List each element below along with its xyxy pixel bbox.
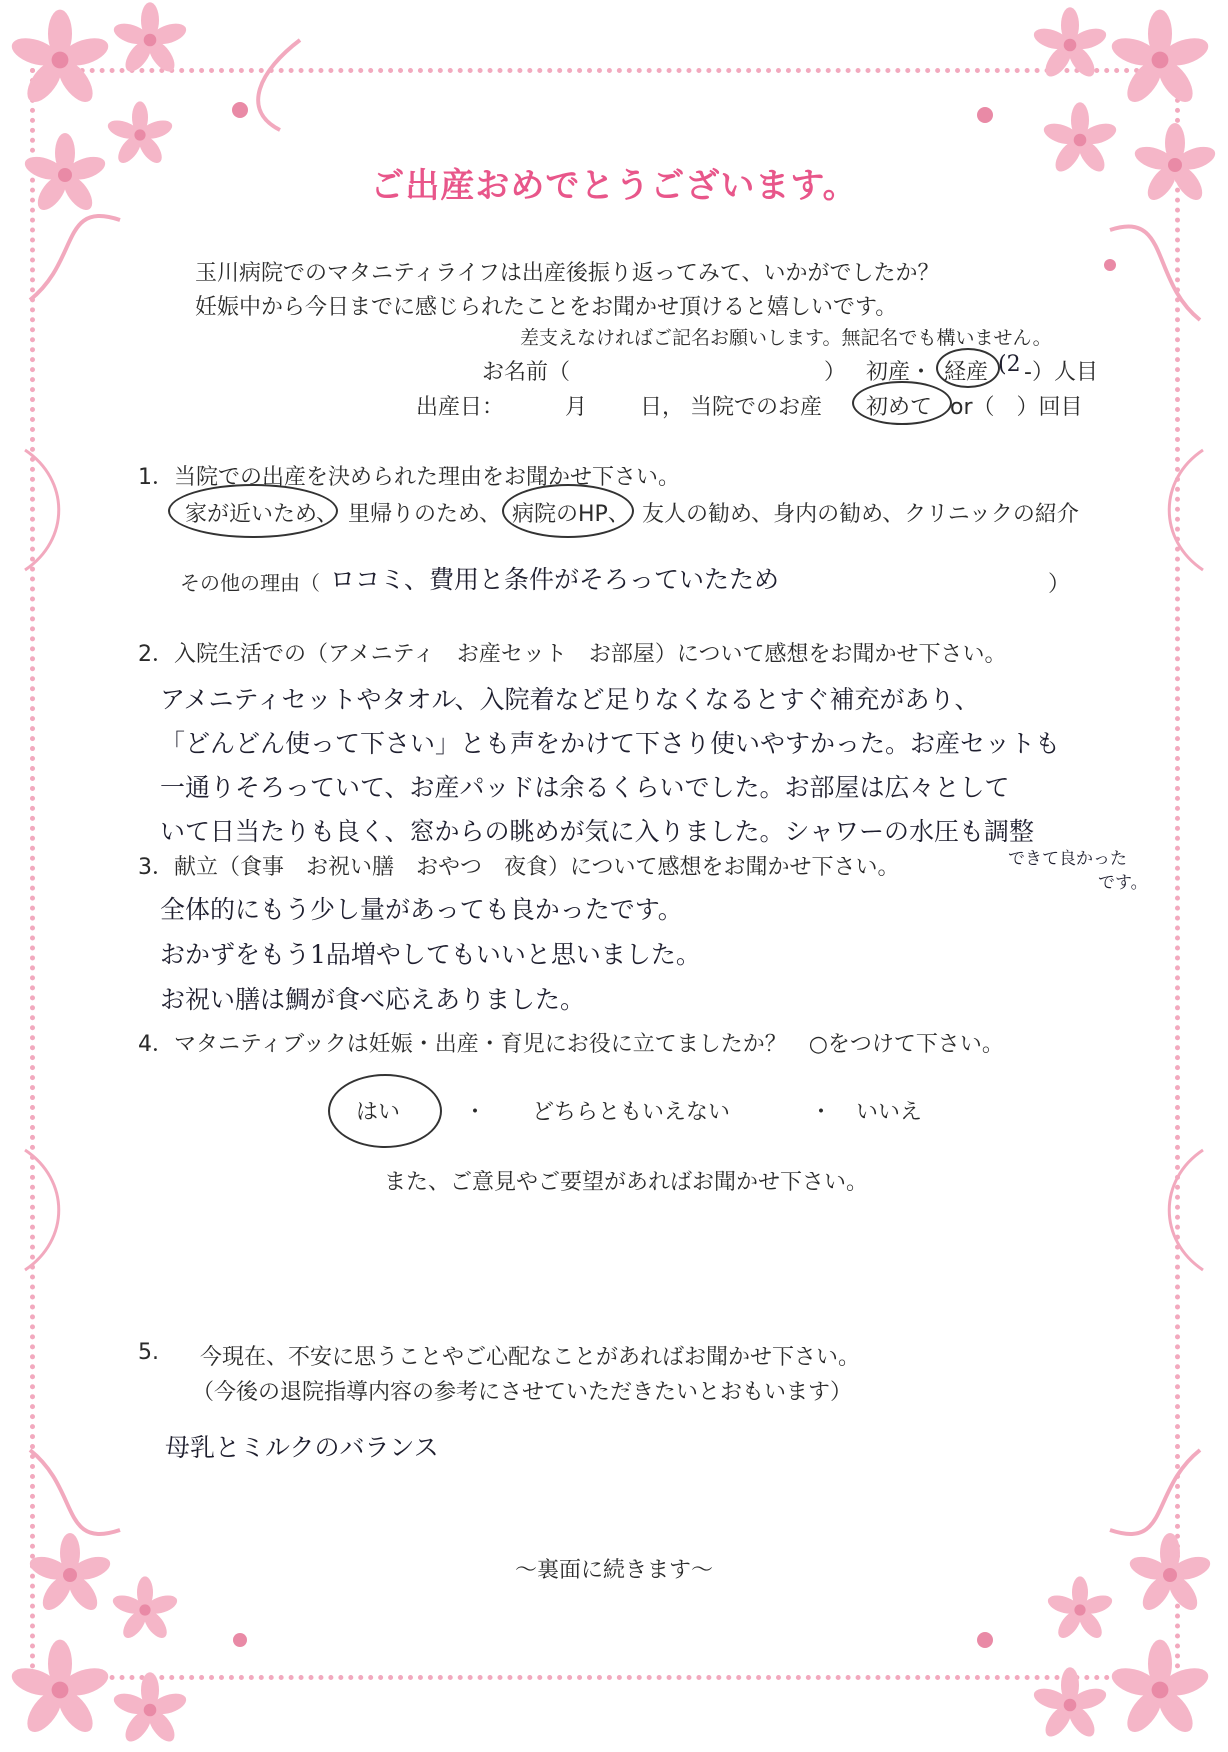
q3-answer-line-3: お祝い膳は鯛が食べ応えありました。 <box>160 985 586 1014</box>
first-birth-option: 初産・ <box>866 360 933 385</box>
day-label: 日， <box>640 395 685 420</box>
intro-line-1: 玉川病院でのマタニティライフは出産後振り返ってみて、いかがでしたか？ <box>195 261 940 286</box>
name-close: ） <box>824 360 847 385</box>
birthdate-label: 出産日： <box>416 395 505 420</box>
q1-option-hospital-hp: 病院のHP、 <box>512 502 630 527</box>
q1-option-hometown: 里帰りのため、 <box>348 502 502 527</box>
q4-option-neither: どちらともいえない <box>532 1100 731 1125</box>
q1-option-near-home: 家が近いため、 <box>185 502 339 527</box>
q5-question: 今現在、不安に思うことやご心配なことがあればお聞かせ下さい。 <box>200 1345 861 1370</box>
multi-birth-circle-mark <box>936 348 1000 388</box>
q2-answer-line-4: いて日当たりも良く、窓からの眺めが気に入りました。シャワーの水圧も調整 <box>160 817 1035 846</box>
multi-birth-option: 経産 <box>944 360 989 385</box>
first-time-option: 初めて <box>866 395 933 420</box>
or-times-label: or（ ）回目 <box>950 395 1083 420</box>
q1-near-home-circle-mark <box>168 484 338 538</box>
q1-question: 1．当院での出産を決められた理由をお聞かせ下さい。 <box>138 465 680 490</box>
intro-note: 差支えなければご記名お願いします。無記名でも構いません。 <box>520 327 1052 349</box>
q4-option-yes: はい <box>356 1100 401 1125</box>
q2-answer-line-1: アメニティセットやタオル、入院着など足りなくなるとすぐ補充があり、 <box>160 685 980 714</box>
q2-answer-line-3: 一通りそろっていて、お産パッドは余るくらいでした。お部屋は広々として <box>160 773 1010 802</box>
first-time-circle-mark <box>852 381 952 425</box>
q2-answer-line-2: 「どんどん使って下さい」とも声をかけて下さり使いやすかった。お産セットも <box>160 729 1061 758</box>
month-label: 月 <box>565 395 588 420</box>
q4-question: 4．マタニティブックは妊娠・出産・育児にお役に立てましたか？ ○をつけて下さい。 <box>138 1032 1004 1057</box>
q3-question: 3．献立（食事 お祝い膳 おやつ 夜食）について感想をお聞かせ下さい。 <box>138 855 900 880</box>
hospital-birth-label: 当院でのお産 <box>690 395 823 420</box>
q1-other-label: その他の理由（ <box>180 571 320 595</box>
q5-subtext: （今後の退院指導内容の参考にさせていただきたいとおもいます） <box>192 1380 853 1405</box>
continued-on-back: ～裏面に続きます～ <box>514 1558 713 1583</box>
child-count-handwritten: (2 <box>998 352 1021 377</box>
q4-yes-circle-mark <box>328 1074 442 1148</box>
q3-answer-line-2: おかずをもう1品増やしてもいいと思いました。 <box>160 940 701 969</box>
child-count-suffix: -）人目 <box>1024 360 1098 385</box>
q4-separator-2: ・ <box>810 1100 833 1125</box>
q1-other-close: ） <box>1048 572 1071 597</box>
q1-other-answer: ロコミ、費用と条件がそろっていたため <box>330 565 780 594</box>
q2-question: 2．入院生活での（アメニティ お産セット お部屋）について感想をお聞かせ下さい。 <box>138 642 1007 667</box>
q4-option-no: いいえ <box>856 1100 923 1125</box>
page-title: ご出産おめでとうございます。 <box>370 166 858 206</box>
q5-answer: 母乳とミルクのバランス <box>165 1433 439 1462</box>
q3-answer-line-1: 全体的にもう少し量があっても良かったです。 <box>160 895 683 924</box>
q4-followup: また、ご意見やご要望があればお聞かせ下さい。 <box>384 1170 869 1195</box>
q5-number: 5. <box>138 1340 159 1365</box>
q4-separator-1: ・ <box>464 1100 487 1125</box>
q2-answer-tail-2: です。 <box>1098 873 1148 893</box>
q1-option-referrals: 友人の勧め、身内の勧め、クリニックの紹介 <box>642 502 1079 527</box>
intro-line-2: 妊娠中から今日までに感じられたことをお聞かせ頂けると嬉しいです。 <box>195 295 898 320</box>
q2-answer-tail-1: できて良かった <box>1008 849 1127 869</box>
q1-hospital-hp-circle-mark <box>502 484 634 538</box>
name-label: お名前（ <box>482 360 571 385</box>
